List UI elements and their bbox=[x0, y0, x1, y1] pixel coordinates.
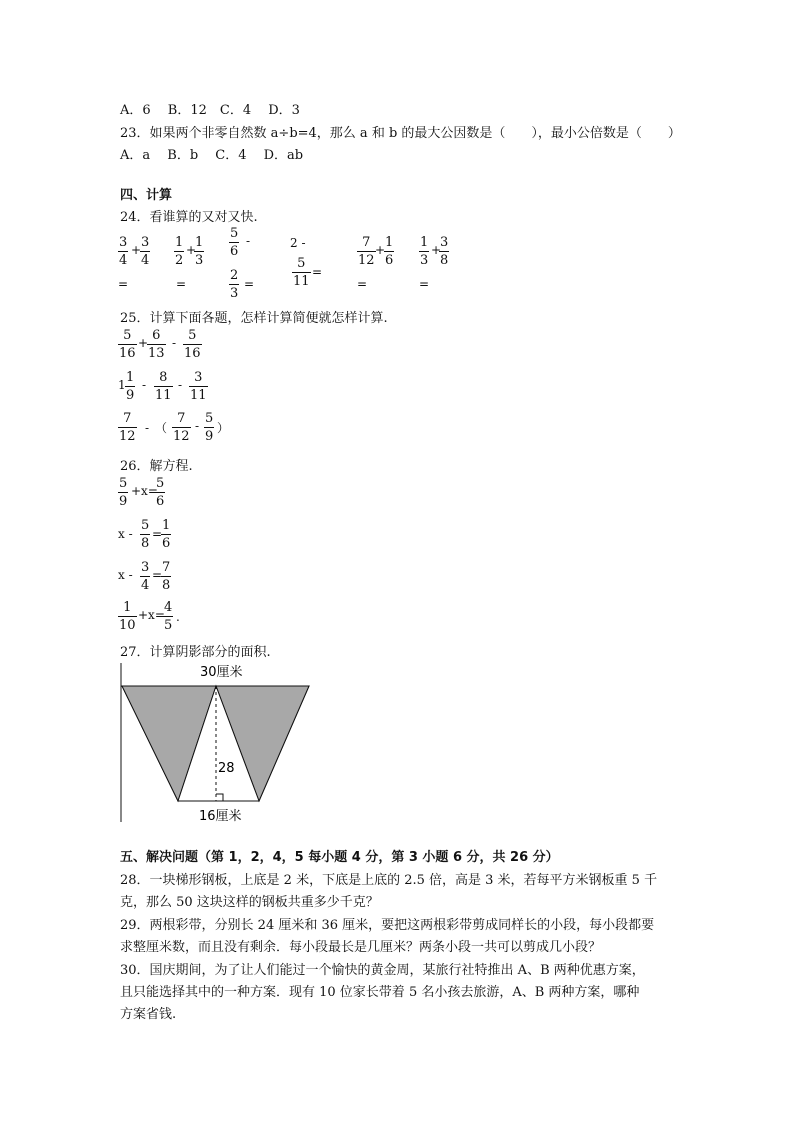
fraction: 7 8 bbox=[162, 560, 171, 593]
fraction: 6 13 bbox=[148, 328, 165, 361]
q24-question: 24．看谁算的又对又快. bbox=[120, 210, 258, 225]
shaded-area-figure bbox=[110, 660, 320, 830]
fraction: 1 3 bbox=[195, 235, 204, 268]
bottom-base-label: 16厘米 bbox=[199, 809, 242, 824]
q30-line-2: 且只能选择其中的一种方案．现有 10 位家长带着 5 名小孩去旅游，A、B 两种方案，哪种 bbox=[120, 985, 640, 1000]
fraction: 1 6 bbox=[385, 235, 394, 268]
q22-options: A．6 B．12 C．4 D．3 bbox=[120, 103, 300, 118]
fraction: 2 3 bbox=[230, 268, 239, 301]
fraction: 1 6 bbox=[162, 518, 171, 551]
fraction: 1 2 bbox=[175, 235, 184, 268]
height-label: 28 bbox=[218, 761, 235, 776]
fraction: 5 9 bbox=[119, 476, 128, 509]
q30-line-3: 方案省钱. bbox=[120, 1007, 177, 1022]
q27-question: 27．计算阴影部分的面积. bbox=[120, 645, 271, 660]
top-base-label: 30厘米 bbox=[200, 665, 243, 680]
fraction: 3 4 bbox=[119, 235, 128, 268]
fraction: 7 12 bbox=[173, 411, 190, 444]
q23-question: 23．如果两个非零自然数 a÷b=4，那么 a 和 b 的最大公因数是（ ），最小公倍数是（ ） bbox=[120, 126, 681, 141]
section-5-title: 五、解决问题（第 1，2，4，5 每小题 4 分，第 3 小题 6 分，共 26 分） bbox=[120, 850, 559, 865]
fraction: 5 11 bbox=[293, 256, 310, 289]
fraction: 5 16 bbox=[184, 328, 201, 361]
fraction: 7 12 bbox=[119, 411, 136, 444]
fraction: 5 6 bbox=[230, 226, 239, 259]
fraction: 3 4 bbox=[141, 560, 150, 593]
fraction: 4 5 bbox=[164, 600, 173, 633]
fraction: 5 16 bbox=[119, 328, 136, 361]
fraction: 5 6 bbox=[156, 476, 165, 509]
fraction: 5 8 bbox=[141, 518, 150, 551]
q25-question: 25．计算下面各题，怎样计算简便就怎样计算. bbox=[120, 311, 388, 326]
fraction: 1 3 bbox=[420, 235, 429, 268]
fraction: 3 8 bbox=[440, 235, 449, 268]
q28-line-1: 28．一块梯形钢板，上底是 2 米，下底是上底的 2.5 倍，高是 3 米，若每平方米钢板重 5 千 bbox=[120, 873, 658, 888]
fraction: 3 4 bbox=[141, 235, 150, 268]
fraction: 7 12 bbox=[358, 235, 375, 268]
fraction: 5 9 bbox=[205, 411, 214, 444]
q29-line-1: 29．两根彩带，分别长 24 厘米和 36 厘米，要把这两根彩带剪成同样长的小段，每小段都要 bbox=[120, 918, 655, 933]
q28-line-2: 克，那么 50 这块这样的钢板共重多少千克？ bbox=[120, 895, 379, 910]
fraction: 1 9 bbox=[126, 370, 135, 403]
q23-options: A．a B．b C．4 D．ab bbox=[120, 148, 304, 163]
section-4-title: 四、计算 bbox=[120, 188, 173, 203]
fraction: 8 11 bbox=[155, 370, 172, 403]
q29-line-2: 求整厘米数，而且没有剩余．每小段最长是几厘米？两条小段一共可以剪成几小段？ bbox=[120, 940, 602, 955]
fraction: 1 10 bbox=[119, 600, 136, 633]
q30-line-1: 30．国庆期间，为了让人们能过一个愉快的黄金周，某旅行社特推出 A、B 两种优惠方案， bbox=[120, 963, 645, 978]
q26-question: 26．解方程. bbox=[120, 459, 193, 474]
fraction: 3 11 bbox=[190, 370, 207, 403]
